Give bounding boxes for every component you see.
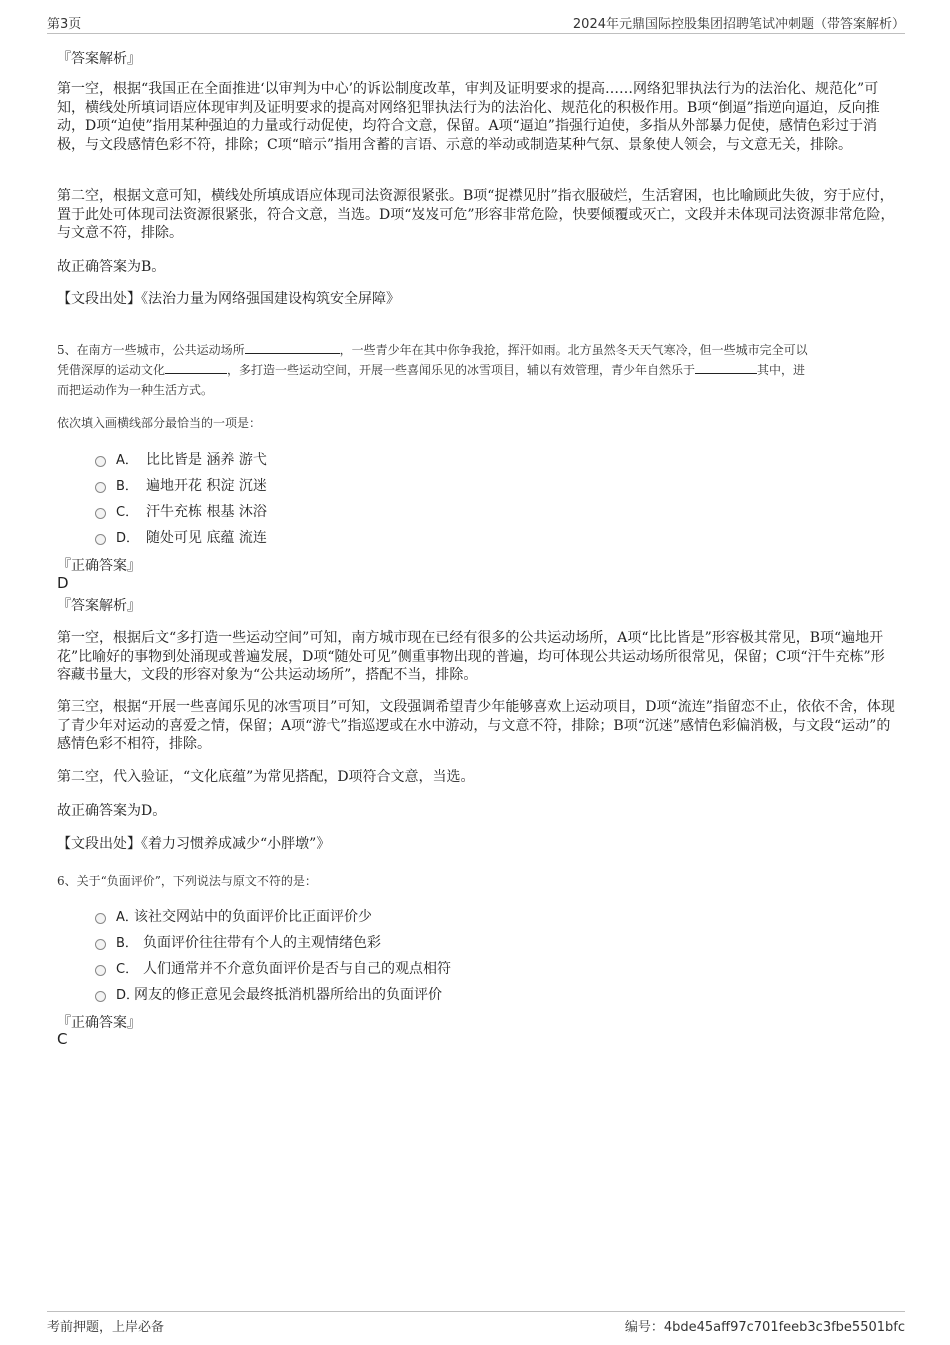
radio-icon[interactable] — [95, 913, 106, 924]
page-number: 第3页 — [47, 17, 82, 32]
radio-icon[interactable] — [95, 939, 106, 950]
q5-stem-text: ，一些青少年在其中你争我抢，挥汗如雨。北方虽然冬天天气寒冷，但一些城市完全可以 — [339, 343, 808, 357]
q5-analysis-label: 『答案解析』 — [57, 598, 141, 614]
blank-1 — [245, 341, 340, 354]
q5-stem-line-1 — [57, 341, 808, 358]
option-key: B． — [116, 936, 138, 951]
radio-icon[interactable] — [95, 508, 106, 519]
page-header — [47, 13, 905, 34]
option-text: 汗牛充栋 根基 沐浴 — [146, 504, 267, 520]
q6-option-d[interactable] — [95, 984, 442, 1004]
option-text: 遍地开花 积淀 沉迷 — [146, 478, 267, 494]
q4-analysis-paragraph-2: 第二空，根据文意可知，横线处所填成语应体现司法资源很紧张。B项“捉襟见肘”指衣服破烂，生活窘困，也比喻顾此失彼，穷于应付，置于此处可体现司法资源很紧张，符合文意，当选。D项“岌岌可危”形容非常危险，快要倾覆或灭亡，文段并未体现司法资源非常危险，与文意不符，排除。 — [57, 188, 895, 241]
q4-analysis-label: 『答案解析』 — [57, 51, 141, 67]
q6-option-c[interactable] — [95, 958, 451, 978]
q5-source: 【文段出处】《着力习惯养成减少“小胖墩”》 — [57, 836, 331, 852]
q5-analysis-paragraph-3: 第二空，代入验证，“文化底蕴”为常见搭配，D项符合文意，当选。 — [57, 769, 475, 785]
option-text: 比比皆是 涵养 游弋 — [146, 452, 267, 468]
q4-answer-conclusion: 故正确答案为B。 — [57, 259, 166, 275]
option-key: A． — [116, 910, 138, 925]
page-footer — [47, 1311, 905, 1336]
document-id: 编号：4bde45aff97c701feeb3c3fbe5501bfc — [624, 1320, 905, 1335]
q5-stem-line-2 — [57, 361, 805, 378]
q4-source: 【文段出处】《法治力量为网络强国建设构筑安全屏障》 — [57, 291, 400, 307]
footer-slogan: 考前押题，上岸必备 — [47, 1320, 165, 1335]
q5-option-b[interactable] — [95, 475, 267, 495]
q5-stem-text: ，多打造一些运动空间，开展一些喜闻乐见的冰雪项目，辅以有效管理，青少年自然乐于 — [227, 363, 696, 377]
q5-option-a[interactable] — [95, 449, 267, 469]
q5-stem-text: 其中，进 — [757, 363, 806, 377]
q6-answer: C — [57, 1030, 68, 1048]
q5-stem-line-3: 而把运动作为一种生活方式。 — [57, 383, 214, 397]
q5-stem-text: 5、在南方一些城市，公共运动场所 — [57, 343, 245, 357]
q5-option-c[interactable] — [95, 501, 267, 521]
q5-analysis-paragraph-1: 第一空，根据后文“多打造一些运动空间”可知，南方城市现在已经有很多的公共运动场所，A项“比比皆是”形容极其常见，B项“遍地开花”比喻好的事物到处涌现或普遍发展，D项“随处可见”侧重事物出现的普遍，均可体现公共运动场所很常见，保留；C项“汗牛充栋”形容藏书量大，文段的形容对象为“公共运动场所”，搭配不当，排除。 — [57, 630, 885, 683]
option-key: B． — [116, 479, 138, 494]
q5-analysis-paragraph-2: 第三空，根据“开展一些喜闻乐见的冰雪项目”可知，文段强调希望青少年能够喜欢上运动项目，D项“流连”指留恋不止，依依不舍，体现了青少年对运动的喜爱之情，保留；A项“游弋”指巡逻或在水中游动，与文意不符，排除；B项“沉迷”感情色彩偏消极，与文段“运动”的感情色彩不相符，排除。 — [57, 699, 895, 752]
q4-analysis-paragraph-1: 第一空，根据“我国正在全面推进‘以审判为中心’的诉讼制度改革，审判及证明要求的提高……网络犯罪执法行为的法治化、规范化”可知，横线处所填词语应体现审判及证明要求的提高对网络犯罪执法行为的法治化、规范化的积极作用。B项“倒逼”指逆向逼迫，反向推动，D项“迫使”指用某种强迫的力量或行动促使，均符合文意，保留。A项“逼迫”指强行迫使，多指从外部暴力促使，感情色彩过于消极，与文段感情色彩不符，排除；C项“暗示”指用含蓄的言语、示意的举动或制造某种气氛、景象使人领会，与文意无关，排除。 — [57, 81, 880, 153]
q5-stem-text: 凭借深厚的运动文化 — [57, 363, 166, 377]
q6-answer-label: 『正确答案』 — [57, 1015, 141, 1031]
blank-2 — [165, 361, 227, 374]
q6-stem: 6、关于“负面评价”，下列说法与原文不符的是： — [57, 874, 317, 888]
q5-answer-conclusion: 故正确答案为D。 — [57, 803, 167, 819]
radio-icon[interactable] — [95, 965, 106, 976]
option-key: C． — [116, 505, 139, 520]
option-text: 负面评价往往带有个人的主观情绪色彩 — [143, 935, 381, 951]
option-key: D． — [116, 988, 140, 1003]
q5-answer-label: 『正确答案』 — [57, 558, 141, 574]
option-key: C． — [116, 962, 139, 977]
blank-3 — [695, 361, 757, 374]
q5-option-d[interactable] — [95, 527, 267, 547]
document-title: 2024年元鼎国际控股集团招聘笔试冲刺题（带答案解析） — [572, 17, 905, 32]
radio-icon[interactable] — [95, 534, 106, 545]
radio-icon[interactable] — [95, 482, 106, 493]
option-key: D． — [116, 531, 140, 546]
option-text: 人们通常并不介意负面评价是否与自己的观点相符 — [143, 961, 451, 977]
q5-prompt: 依次填入画横线部分最恰当的一项是： — [57, 416, 262, 430]
q6-option-a[interactable] — [95, 906, 372, 926]
radio-icon[interactable] — [95, 991, 106, 1002]
option-text: 该社交网站中的负面评价比正面评价少 — [134, 909, 372, 925]
q5-answer: D — [57, 574, 69, 592]
option-text: 随处可见 底蕴 流连 — [146, 530, 267, 546]
option-text: 网友的修正意见会最终抵消机器所给出的负面评价 — [134, 987, 442, 1003]
option-key: A． — [116, 453, 138, 468]
radio-icon[interactable] — [95, 456, 106, 467]
q6-option-b[interactable] — [95, 932, 381, 952]
